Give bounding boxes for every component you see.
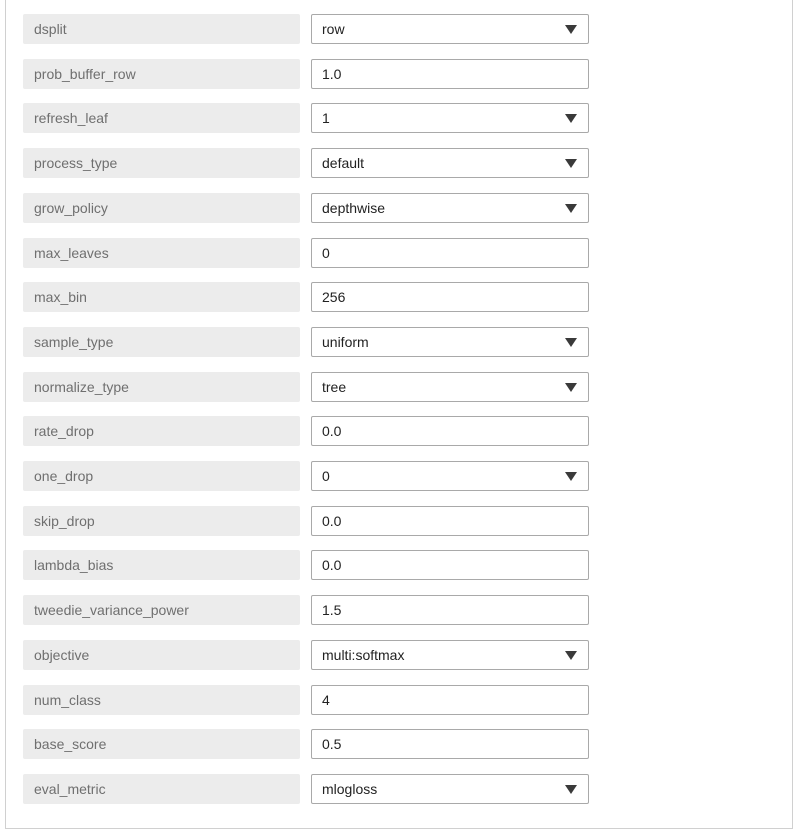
param-row-dsplit (6, 14, 792, 45)
param-label: base_score (23, 729, 300, 759)
param-select[interactable] (311, 193, 589, 223)
param-row-base-score (6, 729, 792, 760)
caret-down-icon[interactable] (565, 785, 577, 794)
param-label: sample_type (23, 327, 300, 357)
param-select-value: 0 (322, 468, 330, 484)
param-select[interactable] (311, 327, 589, 357)
param-input[interactable] (311, 685, 589, 715)
param-select-value: mlogloss (322, 781, 378, 797)
param-input[interactable] (311, 282, 589, 312)
param-label: refresh_leaf (23, 103, 300, 133)
param-row-objective (6, 640, 792, 671)
caret-down-icon[interactable] (565, 472, 577, 481)
param-row-one-drop (6, 461, 792, 492)
param-label: normalize_type (23, 372, 300, 402)
param-input[interactable] (311, 729, 589, 759)
param-label: dsplit (23, 14, 300, 44)
param-input[interactable] (311, 59, 589, 89)
param-row-max-leaves (6, 238, 792, 269)
caret-down-icon[interactable] (565, 159, 577, 168)
param-label: tweedie_variance_power (23, 595, 300, 625)
param-label: max_leaves (23, 238, 300, 268)
param-select[interactable] (311, 14, 589, 44)
param-input[interactable] (311, 416, 589, 446)
param-select[interactable] (311, 103, 589, 133)
caret-down-icon[interactable] (565, 651, 577, 660)
param-select-value: tree (322, 379, 347, 395)
param-input[interactable] (311, 238, 589, 268)
param-label: eval_metric (23, 774, 300, 804)
hyperparameter-panel (5, 0, 793, 829)
param-select[interactable] (311, 148, 589, 178)
param-select-value: row (322, 21, 345, 37)
param-row-grow-policy (6, 193, 792, 224)
caret-down-icon[interactable] (565, 338, 577, 347)
param-input[interactable] (311, 595, 589, 625)
param-label: grow_policy (23, 193, 300, 223)
param-input[interactable] (311, 506, 589, 536)
param-row-normalize-type (6, 372, 792, 403)
caret-down-icon[interactable] (565, 114, 577, 123)
param-label: prob_buffer_row (23, 59, 300, 89)
param-row-lambda-bias (6, 550, 792, 581)
param-row-eval-metric (6, 774, 792, 805)
param-select[interactable] (311, 640, 589, 670)
param-select-value: multi:softmax (322, 647, 405, 663)
param-label: skip_drop (23, 506, 300, 536)
caret-down-icon[interactable] (565, 204, 577, 213)
caret-down-icon[interactable] (565, 25, 577, 34)
param-select-value: uniform (322, 334, 369, 350)
param-row-num-class (6, 685, 792, 716)
caret-down-icon[interactable] (565, 383, 577, 392)
param-label: one_drop (23, 461, 300, 491)
param-row-rate-drop (6, 416, 792, 447)
param-select[interactable] (311, 774, 589, 804)
param-label: process_type (23, 148, 300, 178)
param-row-process-type (6, 148, 792, 179)
param-label: max_bin (23, 282, 300, 312)
param-select[interactable] (311, 461, 589, 491)
param-input[interactable] (311, 550, 589, 580)
param-label: lambda_bias (23, 550, 300, 580)
param-row-refresh-leaf (6, 103, 792, 134)
param-row-sample-type (6, 327, 792, 358)
param-row-max-bin (6, 282, 792, 313)
param-label: rate_drop (23, 416, 300, 446)
param-row-tweedie-variance-power (6, 595, 792, 626)
param-select-value: default (322, 155, 365, 171)
param-row-skip-drop (6, 506, 792, 537)
param-select-value: 1 (322, 110, 330, 126)
param-label: num_class (23, 685, 300, 715)
param-label: objective (23, 640, 300, 670)
param-select-value: depthwise (322, 200, 386, 216)
param-select[interactable] (311, 372, 589, 402)
param-row-prob-buffer-row (6, 59, 792, 90)
